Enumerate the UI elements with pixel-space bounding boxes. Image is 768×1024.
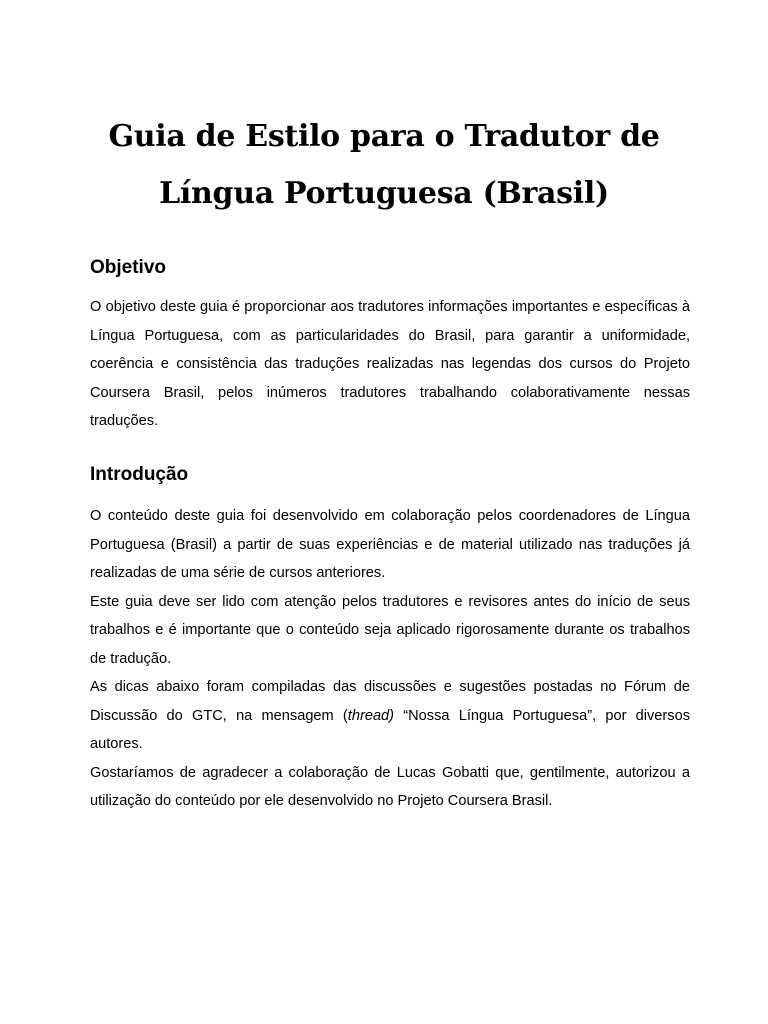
paragraph-objetivo: O objetivo deste guia é proporcionar aos tradutores informações importantes e específicas à Língua Portuguesa, com as particularidades do Brasil, para garantir a uniformidade, coerência e consistência das traduções realizadas nas legendas dos cursos do Projeto Coursera Brasil, pelos inúmeros tradutores trabalhando colaborativamente nessas traduções. bbox=[90, 299, 690, 429]
heading-objetivo: Objetivo bbox=[90, 257, 167, 278]
title-line-2: Língua Portuguesa (Brasil) bbox=[159, 176, 609, 211]
heading-introducao: Introdução bbox=[90, 464, 189, 485]
document-title bbox=[60, 108, 708, 222]
paragraph-introducao-3 bbox=[90, 673, 690, 759]
introducao-body bbox=[90, 502, 690, 816]
paragraph-introducao-3-start: As dicas abaixo foram compiladas das discussões e sugestões postadas no Fórum de Discussão do GTC, na mensagem ( bbox=[90, 679, 690, 724]
paragraph-introducao-1: O conteúdo deste guia foi desenvolvido em colaboração pelos coordenadores de Língua Portuguesa (Brasil) a partir de suas experiências e de material utilizado nas traduções já realizadas de uma série de cursos anteriores. bbox=[90, 508, 690, 581]
paragraph-introducao-3-end: “Nossa Língua Portuguesa”, por diversos autores. bbox=[90, 707, 690, 752]
paragraph-introducao-3-italic: thread) bbox=[347, 707, 395, 724]
paragraph-introducao-4: Gostaríamos de agradecer a colaboração de Lucas Gobatti que, gentilmente, autorizou a utilização do conteúdo por ele desenvolvido no Projeto Coursera Brasil. bbox=[90, 764, 690, 809]
paragraph-introducao-2: Este guia deve ser lido com atenção pelos tradutores e revisores antes do início de seus trabalhos e é importante que o conteúdo seja aplicado rigorosamente durante os trabalhos de tradução. bbox=[90, 593, 690, 667]
title-line-1: Guia de Estilo para o Tradutor de bbox=[108, 119, 660, 154]
